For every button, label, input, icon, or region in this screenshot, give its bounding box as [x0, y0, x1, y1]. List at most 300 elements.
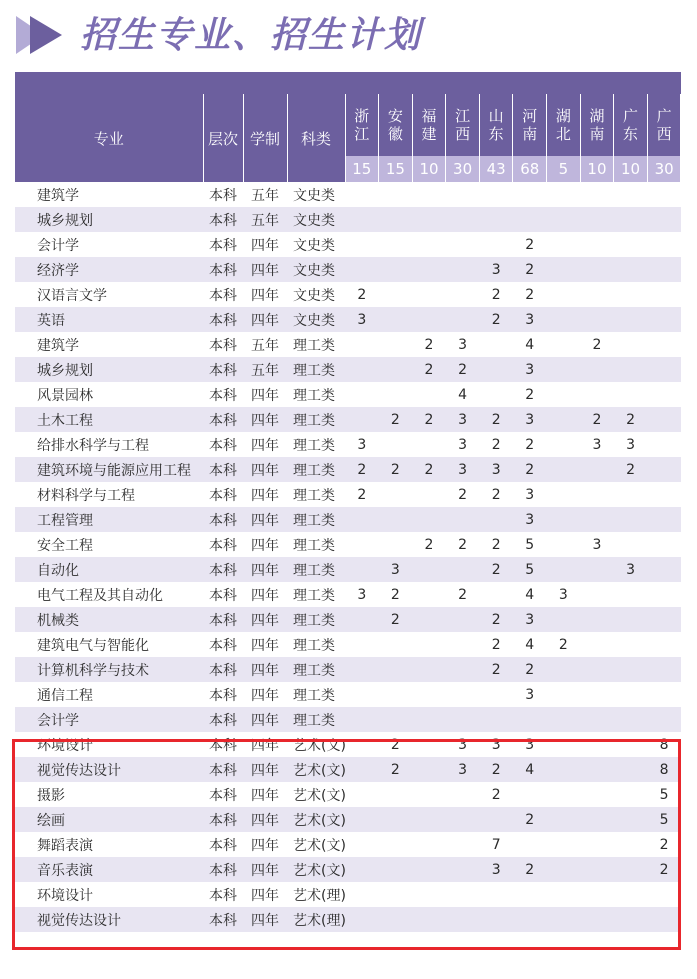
- years-cell: 四年: [243, 507, 287, 532]
- count-cell: 2: [379, 757, 413, 782]
- count-cell: 2: [479, 407, 513, 432]
- count-cell: [647, 557, 681, 582]
- count-cell: [647, 457, 681, 482]
- count-cell: [580, 807, 614, 832]
- years-cell: 四年: [243, 757, 287, 782]
- count-cell: [614, 332, 648, 357]
- count-cell: [647, 257, 681, 282]
- count-cell: [446, 257, 480, 282]
- count-cell: [446, 657, 480, 682]
- level-cell: 本科: [203, 782, 243, 807]
- table-row: [15, 357, 681, 382]
- count-cell: [479, 807, 513, 832]
- province-quota: 15: [345, 156, 379, 182]
- count-cell: 2: [379, 407, 413, 432]
- category-cell: 理工类: [287, 457, 345, 482]
- count-cell: [513, 907, 547, 932]
- category-cell: 艺术(文): [287, 807, 345, 832]
- level-cell: 本科: [203, 807, 243, 832]
- table-row: [15, 307, 681, 332]
- count-cell: 4: [513, 632, 547, 657]
- count-cell: [345, 557, 379, 582]
- years-cell: 四年: [243, 232, 287, 257]
- count-cell: [614, 482, 648, 507]
- table-row: [15, 607, 681, 632]
- level-cell: 本科: [203, 307, 243, 332]
- count-cell: [345, 507, 379, 532]
- count-cell: [513, 707, 547, 732]
- count-cell: 2: [513, 232, 547, 257]
- count-cell: [614, 807, 648, 832]
- province-header: 浙 江: [345, 94, 379, 156]
- count-cell: 2: [479, 482, 513, 507]
- category-cell: 艺术(文): [287, 857, 345, 882]
- count-cell: [412, 257, 446, 282]
- count-cell: [513, 182, 547, 207]
- major-cell: 经济学: [15, 257, 203, 282]
- count-cell: [647, 232, 681, 257]
- count-cell: [547, 382, 581, 407]
- count-cell: [580, 782, 614, 807]
- category-cell: 理工类: [287, 407, 345, 432]
- years-cell: 四年: [243, 682, 287, 707]
- header-level: 层次: [203, 94, 243, 182]
- count-cell: [479, 382, 513, 407]
- count-cell: 3: [513, 407, 547, 432]
- table-row: [15, 707, 681, 732]
- category-cell: 艺术(文): [287, 832, 345, 857]
- count-cell: [412, 857, 446, 882]
- count-cell: [345, 782, 379, 807]
- count-cell: [647, 282, 681, 307]
- count-cell: 2: [513, 807, 547, 832]
- count-cell: 2: [513, 282, 547, 307]
- province-header: 山 东: [479, 94, 513, 156]
- count-cell: 2: [479, 432, 513, 457]
- count-cell: 2: [345, 282, 379, 307]
- count-cell: [547, 657, 581, 682]
- count-cell: [614, 232, 648, 257]
- major-cell: 机械类: [15, 607, 203, 632]
- count-cell: [547, 907, 581, 932]
- category-cell: 理工类: [287, 707, 345, 732]
- count-cell: [547, 232, 581, 257]
- level-cell: 本科: [203, 257, 243, 282]
- header-row: [15, 94, 681, 156]
- count-cell: [345, 732, 379, 757]
- count-cell: [446, 807, 480, 832]
- count-cell: [412, 182, 446, 207]
- count-cell: [547, 207, 581, 232]
- count-cell: 2: [412, 457, 446, 482]
- count-cell: [345, 332, 379, 357]
- count-cell: [379, 332, 413, 357]
- category-cell: 文史类: [287, 232, 345, 257]
- count-cell: [580, 207, 614, 232]
- count-cell: [647, 532, 681, 557]
- major-cell: 建筑学: [15, 332, 203, 357]
- major-cell: 材料科学与工程: [15, 482, 203, 507]
- count-cell: [614, 382, 648, 407]
- major-cell: 自动化: [15, 557, 203, 582]
- table-row: [15, 632, 681, 657]
- count-cell: [379, 632, 413, 657]
- count-cell: [580, 907, 614, 932]
- table-row: [15, 207, 681, 232]
- count-cell: [479, 582, 513, 607]
- count-cell: 2: [479, 307, 513, 332]
- count-cell: [345, 182, 379, 207]
- count-cell: 3: [479, 257, 513, 282]
- level-cell: 本科: [203, 607, 243, 632]
- category-cell: 艺术(文): [287, 732, 345, 757]
- count-cell: 2: [412, 532, 446, 557]
- count-cell: [647, 332, 681, 357]
- count-cell: 3: [446, 432, 480, 457]
- count-cell: [345, 657, 379, 682]
- count-cell: 2: [446, 357, 480, 382]
- count-cell: [614, 307, 648, 332]
- count-cell: [379, 182, 413, 207]
- table-row: [15, 332, 681, 357]
- count-cell: [614, 582, 648, 607]
- count-cell: [580, 582, 614, 607]
- count-cell: [412, 707, 446, 732]
- count-cell: [345, 357, 379, 382]
- major-cell: 城乡规划: [15, 357, 203, 382]
- count-cell: 3: [580, 532, 614, 557]
- count-cell: [412, 757, 446, 782]
- years-cell: 四年: [243, 857, 287, 882]
- count-cell: [580, 557, 614, 582]
- table-row: [15, 782, 681, 807]
- count-cell: [412, 207, 446, 232]
- header-category: 科类: [287, 94, 345, 182]
- count-cell: 2: [479, 757, 513, 782]
- major-cell: 摄影: [15, 782, 203, 807]
- count-cell: [513, 832, 547, 857]
- count-cell: [446, 507, 480, 532]
- count-cell: [647, 207, 681, 232]
- major-cell: 计算机科学与技术: [15, 657, 203, 682]
- count-cell: 3: [446, 332, 480, 357]
- level-cell: 本科: [203, 582, 243, 607]
- years-cell: 五年: [243, 332, 287, 357]
- province-header: 安 徽: [379, 94, 413, 156]
- level-cell: 本科: [203, 757, 243, 782]
- count-cell: [479, 507, 513, 532]
- count-cell: 4: [513, 757, 547, 782]
- count-cell: [446, 907, 480, 932]
- years-cell: 四年: [243, 707, 287, 732]
- years-cell: 四年: [243, 632, 287, 657]
- count-cell: 3: [614, 432, 648, 457]
- count-cell: [614, 632, 648, 657]
- count-cell: 2: [412, 357, 446, 382]
- table-row: [15, 182, 681, 207]
- count-cell: [446, 882, 480, 907]
- province-header: 福 建: [412, 94, 446, 156]
- count-cell: [580, 482, 614, 507]
- major-cell: 城乡规划: [15, 207, 203, 232]
- major-cell: 视觉传达设计: [15, 907, 203, 932]
- level-cell: 本科: [203, 232, 243, 257]
- count-cell: 4: [513, 332, 547, 357]
- count-cell: [379, 257, 413, 282]
- years-cell: 四年: [243, 382, 287, 407]
- count-cell: [379, 307, 413, 332]
- count-cell: [614, 682, 648, 707]
- count-cell: [614, 857, 648, 882]
- count-cell: [547, 707, 581, 732]
- category-cell: 理工类: [287, 532, 345, 557]
- count-cell: 2: [479, 657, 513, 682]
- major-cell: 舞蹈表演: [15, 832, 203, 857]
- category-cell: 艺术(文): [287, 757, 345, 782]
- count-cell: [412, 732, 446, 757]
- count-cell: [446, 782, 480, 807]
- major-cell: 环境设计: [15, 732, 203, 757]
- count-cell: [446, 832, 480, 857]
- count-cell: 3: [479, 732, 513, 757]
- count-cell: [446, 282, 480, 307]
- major-cell: 安全工程: [15, 532, 203, 557]
- count-cell: [580, 282, 614, 307]
- count-cell: 3: [345, 582, 379, 607]
- years-cell: 四年: [243, 732, 287, 757]
- table-row: [15, 457, 681, 482]
- count-cell: [547, 182, 581, 207]
- count-cell: 4: [446, 382, 480, 407]
- count-cell: 3: [446, 457, 480, 482]
- count-cell: [479, 682, 513, 707]
- header-band: [15, 72, 681, 94]
- count-cell: [547, 782, 581, 807]
- count-cell: [446, 682, 480, 707]
- count-cell: [614, 782, 648, 807]
- level-cell: 本科: [203, 557, 243, 582]
- count-cell: [547, 457, 581, 482]
- count-cell: 5: [513, 532, 547, 557]
- count-cell: 3: [513, 732, 547, 757]
- count-cell: [647, 507, 681, 532]
- province-quota: 30: [647, 156, 681, 182]
- province-header: 湖 南: [580, 94, 614, 156]
- count-cell: [345, 882, 379, 907]
- count-cell: [547, 557, 581, 582]
- category-cell: 理工类: [287, 507, 345, 532]
- count-cell: 2: [479, 632, 513, 657]
- count-cell: [614, 507, 648, 532]
- level-cell: 本科: [203, 682, 243, 707]
- count-cell: 2: [412, 407, 446, 432]
- count-cell: [379, 832, 413, 857]
- table-row: [15, 757, 681, 782]
- category-cell: 文史类: [287, 257, 345, 282]
- count-cell: [412, 282, 446, 307]
- count-cell: [547, 307, 581, 332]
- count-cell: [412, 682, 446, 707]
- level-cell: 本科: [203, 532, 243, 557]
- major-cell: 会计学: [15, 232, 203, 257]
- category-cell: 艺术(理): [287, 882, 345, 907]
- table-row: [15, 407, 681, 432]
- count-cell: 2: [647, 832, 681, 857]
- count-cell: 3: [513, 357, 547, 382]
- count-cell: [412, 432, 446, 457]
- table-row: [15, 907, 681, 932]
- count-cell: 2: [513, 657, 547, 682]
- count-cell: 3: [479, 457, 513, 482]
- category-cell: 理工类: [287, 657, 345, 682]
- count-cell: [580, 882, 614, 907]
- province-quota: 10: [614, 156, 648, 182]
- count-cell: 2: [446, 532, 480, 557]
- count-cell: [547, 507, 581, 532]
- count-cell: [412, 507, 446, 532]
- category-cell: 理工类: [287, 432, 345, 457]
- count-cell: [614, 832, 648, 857]
- count-cell: [345, 832, 379, 857]
- major-cell: 建筑电气与智能化: [15, 632, 203, 657]
- level-cell: 本科: [203, 357, 243, 382]
- count-cell: [513, 882, 547, 907]
- count-cell: [345, 632, 379, 657]
- count-cell: [547, 732, 581, 757]
- level-cell: 本科: [203, 382, 243, 407]
- count-cell: 5: [513, 557, 547, 582]
- count-cell: 3: [580, 432, 614, 457]
- count-cell: [547, 757, 581, 782]
- count-cell: [345, 857, 379, 882]
- count-cell: [580, 457, 614, 482]
- level-cell: 本科: [203, 707, 243, 732]
- count-cell: [647, 182, 681, 207]
- count-cell: 2: [513, 857, 547, 882]
- count-cell: [446, 857, 480, 882]
- count-cell: 3: [513, 507, 547, 532]
- table-row: [15, 582, 681, 607]
- years-cell: 四年: [243, 882, 287, 907]
- count-cell: 3: [446, 407, 480, 432]
- level-cell: 本科: [203, 632, 243, 657]
- count-cell: 3: [547, 582, 581, 607]
- count-cell: [345, 407, 379, 432]
- count-cell: [614, 732, 648, 757]
- province-header: 江 西: [446, 94, 480, 156]
- count-cell: [547, 257, 581, 282]
- major-cell: 建筑学: [15, 182, 203, 207]
- count-cell: [647, 707, 681, 732]
- major-cell: 汉语言文学: [15, 282, 203, 307]
- count-cell: [379, 682, 413, 707]
- count-cell: 2: [647, 857, 681, 882]
- major-cell: 环境设计: [15, 882, 203, 907]
- category-cell: 理工类: [287, 382, 345, 407]
- count-cell: [513, 207, 547, 232]
- table-row: [15, 482, 681, 507]
- count-cell: [345, 257, 379, 282]
- category-cell: 文史类: [287, 182, 345, 207]
- province-header: 广 东: [614, 94, 648, 156]
- count-cell: [547, 332, 581, 357]
- level-cell: 本科: [203, 207, 243, 232]
- count-cell: [412, 657, 446, 682]
- count-cell: [614, 757, 648, 782]
- count-cell: [379, 207, 413, 232]
- table-row: [15, 557, 681, 582]
- count-cell: 2: [379, 582, 413, 607]
- category-cell: 理工类: [287, 332, 345, 357]
- count-cell: [547, 407, 581, 432]
- count-cell: [345, 807, 379, 832]
- count-cell: [412, 607, 446, 632]
- count-cell: [580, 232, 614, 257]
- province-quota: 43: [479, 156, 513, 182]
- count-cell: [379, 707, 413, 732]
- level-cell: 本科: [203, 182, 243, 207]
- count-cell: [412, 382, 446, 407]
- table-row: [15, 507, 681, 532]
- count-cell: [479, 707, 513, 732]
- count-cell: [547, 607, 581, 632]
- count-cell: 5: [647, 782, 681, 807]
- category-cell: 理工类: [287, 632, 345, 657]
- major-cell: 电气工程及其自动化: [15, 582, 203, 607]
- count-cell: [479, 207, 513, 232]
- count-cell: [412, 832, 446, 857]
- count-cell: [614, 707, 648, 732]
- count-cell: 2: [513, 432, 547, 457]
- count-cell: [614, 882, 648, 907]
- count-cell: [379, 532, 413, 557]
- count-cell: [412, 907, 446, 932]
- count-cell: 3: [513, 482, 547, 507]
- count-cell: [647, 582, 681, 607]
- major-cell: 建筑环境与能源应用工程: [15, 457, 203, 482]
- title-bar: [14, 8, 684, 66]
- enrollment-plan-table: [15, 72, 681, 932]
- category-cell: 艺术(文): [287, 782, 345, 807]
- major-cell: 给排水科学与工程: [15, 432, 203, 457]
- count-cell: [446, 182, 480, 207]
- page-title: 招生专业、招生计划: [80, 15, 423, 56]
- table-row: [15, 682, 681, 707]
- years-cell: 五年: [243, 182, 287, 207]
- count-cell: 3: [446, 732, 480, 757]
- major-cell: 风景园林: [15, 382, 203, 407]
- count-cell: 2: [513, 257, 547, 282]
- years-cell: 四年: [243, 832, 287, 857]
- table-row: [15, 857, 681, 882]
- count-cell: 2: [479, 282, 513, 307]
- category-cell: 艺术(理): [287, 907, 345, 932]
- count-cell: [345, 382, 379, 407]
- count-cell: [379, 357, 413, 382]
- count-cell: [580, 182, 614, 207]
- count-cell: 2: [614, 457, 648, 482]
- major-cell: 工程管理: [15, 507, 203, 532]
- play-arrow-icon: [14, 14, 70, 56]
- count-cell: [345, 907, 379, 932]
- count-cell: [580, 507, 614, 532]
- count-cell: [580, 307, 614, 332]
- count-cell: [647, 382, 681, 407]
- years-cell: 四年: [243, 532, 287, 557]
- count-cell: [547, 807, 581, 832]
- count-cell: [614, 207, 648, 232]
- count-cell: 2: [580, 332, 614, 357]
